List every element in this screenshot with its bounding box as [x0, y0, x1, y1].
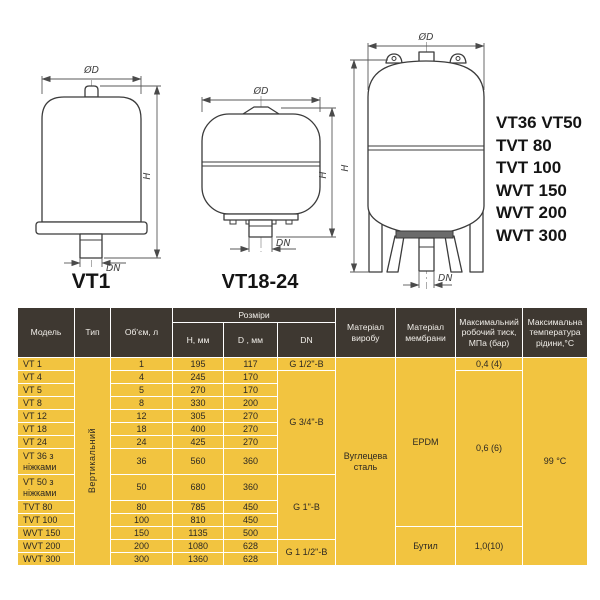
- cell-h: 1135: [173, 527, 224, 540]
- col-header-d-mm: D , мм: [224, 323, 278, 358]
- vt1-body: [42, 97, 141, 222]
- model-list-item: WVT 200: [496, 203, 567, 222]
- cell-volume: 1: [111, 358, 173, 371]
- cell-volume: 18: [111, 423, 173, 436]
- cell-model: WVT 200: [18, 540, 75, 553]
- cell-temp: 99 °С: [523, 358, 588, 566]
- cell-d: 117: [224, 358, 278, 371]
- model-list: [496, 112, 582, 247]
- cell-h: 270: [173, 384, 224, 397]
- cell-membrane: Бутил: [396, 527, 456, 566]
- cell-model: VT 18: [18, 423, 75, 436]
- cell-membrane: EPDM: [396, 358, 456, 527]
- vt1824-connection-stub: [249, 220, 272, 237]
- vt1-base-flange: [36, 222, 147, 234]
- vertical-tank-drawing: [340, 32, 484, 289]
- model-list-item: TVT 80: [496, 135, 552, 155]
- cell-d: 360: [224, 449, 278, 475]
- tank-body: [368, 61, 484, 234]
- col-header-h-mm: Н, мм: [173, 323, 224, 358]
- cell-h: 680: [173, 475, 224, 501]
- header-row: [18, 308, 588, 323]
- cell-model: VT 1: [18, 358, 75, 371]
- vt1-height-label: H: [142, 172, 153, 180]
- tank-inner-left-leg: [387, 236, 404, 272]
- cell-volume: 8: [111, 397, 173, 410]
- cell-d: 270: [224, 423, 278, 436]
- cell-type: [75, 358, 111, 566]
- col-header-max-temp: Максимальна температура рідини,°С: [523, 308, 588, 358]
- cell-volume: 5: [111, 384, 173, 397]
- cell-volume: 24: [111, 436, 173, 449]
- vt1824-height-label: H: [318, 171, 329, 179]
- tank-left-lug: [386, 54, 402, 63]
- cell-volume: 4: [111, 371, 173, 384]
- cell-pressure: 0,4 (4): [456, 358, 523, 371]
- type-value: Вертикальний: [87, 427, 98, 493]
- cell-product-material: Вуглецева сталь: [336, 358, 396, 566]
- cell-h: 1360: [173, 553, 224, 566]
- model-list-item: TVT 100: [496, 158, 562, 177]
- cell-model: VT 50 з ніжками: [18, 475, 75, 501]
- cell-h: 400: [173, 423, 224, 436]
- vt1-dn-label: DN: [106, 263, 121, 274]
- model-list-item: VT36 VT50: [496, 113, 582, 132]
- col-header-membrane-material: Матеріал мембрани: [396, 308, 456, 358]
- cell-d: 270: [224, 436, 278, 449]
- cell-h: 195: [173, 358, 224, 371]
- cell-h: 305: [173, 410, 224, 423]
- tank-connection-stub: [419, 238, 434, 271]
- vt1824-mount-flange: [224, 214, 298, 220]
- cell-dn: G 1 1/2"-В: [278, 540, 336, 566]
- model-list-item: WVT 300: [496, 225, 567, 245]
- cell-pressure: 1,0(10): [456, 527, 523, 566]
- cell-h: 245: [173, 371, 224, 384]
- model-list-item: WVT 150: [496, 180, 567, 200]
- cell-d: 360: [224, 475, 278, 501]
- cell-model: VT 5: [18, 384, 75, 397]
- cell-h: 1080: [173, 540, 224, 553]
- cell-model: VT 24: [18, 436, 75, 449]
- col-header-volume: Об'єм, л: [111, 308, 173, 358]
- cell-d: 170: [224, 384, 278, 397]
- cell-volume: 80: [111, 501, 173, 514]
- spec-table: [17, 307, 588, 566]
- cell-h: 785: [173, 501, 224, 514]
- tank-dn-label: DN: [438, 273, 453, 284]
- cell-model: TVT 100: [18, 514, 75, 527]
- cell-volume: 150: [111, 527, 173, 540]
- cell-model: VT 8: [18, 397, 75, 410]
- cell-d: 628: [224, 553, 278, 566]
- tank-diameter-label: ØD: [418, 32, 434, 43]
- cell-volume: 12: [111, 410, 173, 423]
- vt1824-diameter-label: ØD: [253, 86, 269, 97]
- cell-model: WVT 300: [18, 553, 75, 566]
- tank-inner-right-leg: [445, 236, 462, 272]
- tank-bottom-flange: [396, 231, 453, 238]
- col-header-product-material: Матеріал виробу: [336, 308, 396, 358]
- col-header-max-pressure: Максимальний робочий тиск, МПа (бар): [456, 308, 523, 358]
- vt1-diameter-label: ØD: [84, 65, 99, 76]
- cell-model: VT 36 з ніжками: [18, 449, 75, 475]
- cell-volume: 100: [111, 514, 173, 527]
- col-header-dn: DN: [278, 323, 336, 358]
- vt1-air-valve: [85, 86, 98, 97]
- cell-model: VT 4: [18, 371, 75, 384]
- col-header-type: Тип: [75, 308, 111, 358]
- col-header-dimensions: Розміри: [173, 308, 336, 323]
- cell-volume: 50: [111, 475, 173, 501]
- tank-height-label: H: [340, 164, 351, 172]
- cell-d: 450: [224, 501, 278, 514]
- vt1824-body: [202, 114, 320, 214]
- vt1-drawing: [36, 65, 161, 274]
- cell-d: 200: [224, 397, 278, 410]
- cell-dn: G 3/4"-В: [278, 371, 336, 475]
- cell-h: 330: [173, 397, 224, 410]
- cell-d: 270: [224, 410, 278, 423]
- cell-dn: G 1/2"-В: [278, 358, 336, 371]
- cell-d: 500: [224, 527, 278, 540]
- cell-d: 450: [224, 514, 278, 527]
- cell-h: 560: [173, 449, 224, 475]
- cell-model: TVT 80: [18, 501, 75, 514]
- cell-model: VT 12: [18, 410, 75, 423]
- vt1-caption: VT1: [71, 270, 111, 293]
- cell-model: WVT 150: [18, 527, 75, 540]
- vt18-24-drawing: [202, 86, 336, 252]
- tank-right-lug: [450, 54, 466, 63]
- cell-volume: 200: [111, 540, 173, 553]
- cell-dn: G 1"-В: [278, 475, 336, 540]
- table-row: [18, 358, 588, 371]
- cell-volume: 300: [111, 553, 173, 566]
- cell-d: 628: [224, 540, 278, 553]
- vt18-24-caption: VT18-24: [221, 271, 299, 293]
- vt1-connection-stub: [80, 234, 102, 258]
- vt1824-top-boss: [243, 107, 279, 114]
- cell-d: 170: [224, 371, 278, 384]
- col-header-model: Модель: [18, 308, 75, 358]
- vt1824-dn-label: DN: [276, 238, 291, 249]
- cell-h: 425: [173, 436, 224, 449]
- cell-volume: 36: [111, 449, 173, 475]
- cell-h: 810: [173, 514, 224, 527]
- cell-pressure: 0,6 (6): [456, 371, 523, 527]
